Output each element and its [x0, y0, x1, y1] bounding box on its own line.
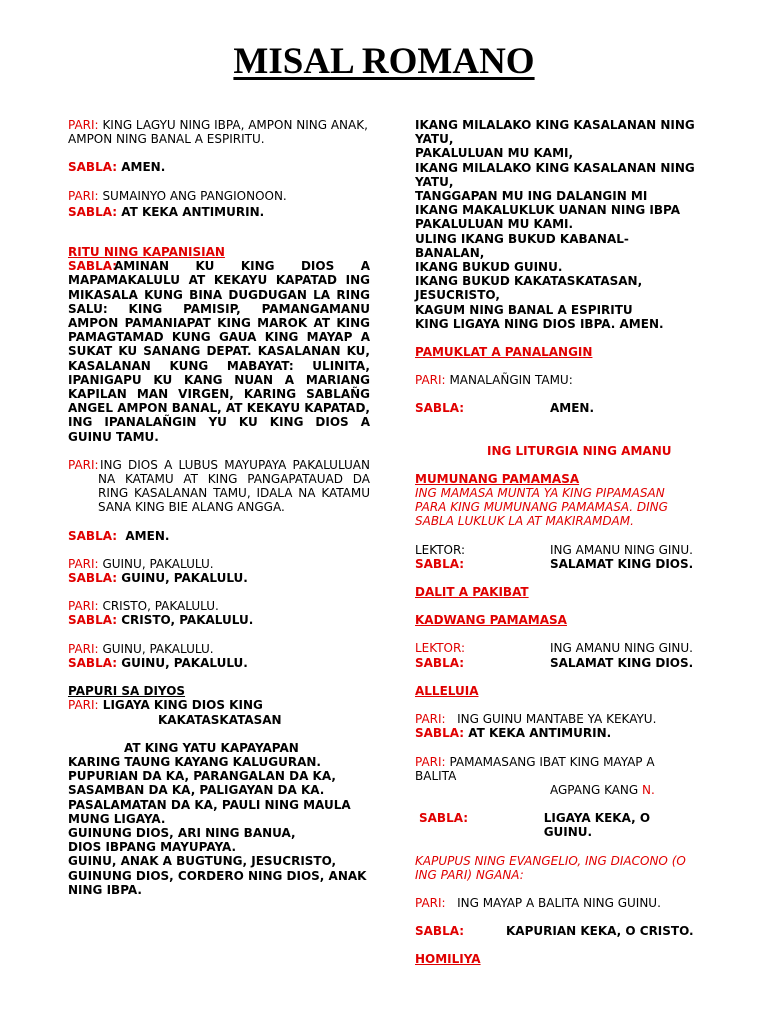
intro-text: KING LAGYU NING IBPA, AMPON NING ANAK, AMPON NING BANAL A ESPIRITU.: [68, 118, 368, 147]
kyrie2-sabla: SABLA: CRISTO, PAKALULU.: [68, 613, 254, 628]
intro-paragraph: [68, 118, 370, 146]
gloria-heading: PAPURI SA DIYOS: [68, 684, 186, 699]
document-title: MISAL ROMANO: [233, 41, 535, 82]
gloria-cont-3: TANGGAPAN MU ING DALANGIN MI: [415, 189, 648, 204]
gloria-body-5: DIOS IBPANG MAYUPAYA.: [68, 840, 237, 855]
kyrie3-sabla: SABLA: GUINU, PAKALULU.: [68, 655, 248, 670]
first-reading-heading: MUMUNANG PAMAMASA: [415, 471, 580, 486]
gospel-sabla-line: SABLA: LIGAYA KEKA, O GUINU.: [419, 811, 651, 840]
greeting-text: SUMAINYO ANG PANGIONOON.: [102, 188, 287, 203]
gloria-body-3: PASALAMATAN DA KA, PAULI NING MAULA MUNG LIGAYA.: [68, 797, 351, 826]
gloria-body-4: GUINUNG DIOS, ARI NING BANUA,: [68, 825, 296, 840]
gloria-body-1: PUPURIAN DA KA, PARANGALAN DA KA,: [68, 769, 336, 784]
gospel-end-sabla-line: SABLA: KAPURIAN KEKA, O CRISTO.: [415, 924, 694, 939]
gospel-pari-line: PARI: PAMAMASANG IBAT KING MAYAP A BALITA: [415, 754, 655, 783]
kyrie1-pari: PARI: GUINU, PAKALULU.: [68, 556, 214, 571]
alleluia-pari-line: PARI: ING GUINU MANTABE YA KEKAYU.: [415, 712, 657, 727]
alleluia-sabla-line: SABLA: AT KEKA ANTIMURIN.: [415, 726, 612, 741]
gloria-body-6: GUINU, ANAK A BUGTUNG, JESUCRISTO,: [68, 854, 337, 869]
gloria-body-7: GUINUNG DIOS, CORDERO NING DIOS, ANAK NING IBPA.: [68, 868, 367, 897]
absolution-text: ING DIOS A LUBUS MAYUPAYA PAKALULUAN NA KATAMU AT KING PANGAPATAUAD DA RING KASALANAN TAMU, IDALA NA KATAMU SANA KING BIE ALANG ANGGA.: [98, 457, 370, 515]
gloria-cont-6: ULING IKANG BUKUD KABANAL-BANALAN,: [415, 231, 629, 260]
lektor-line-2: LEKTOR: ING AMANU NING GINU.: [415, 641, 693, 656]
collect-pari-line: PARI: MANALAÑGIN TAMU:: [415, 373, 573, 388]
sabla-thanks-line-2: SABLA: SALAMAT KING DIOS.: [415, 655, 694, 670]
gloria-cont-9: KAGUM NING BANAL A ESPIRITU: [415, 302, 633, 317]
sabla-amen2-line: SABLA: AMEN.: [68, 528, 170, 543]
sabla-label: SABLA:: [68, 204, 118, 219]
gloria-line3: AT KING YATU KAPAYAPAN: [124, 740, 299, 755]
sabla-thanks-line: SABLA: SALAMAT KING DIOS.: [415, 556, 694, 571]
left-column: [68, 118, 370, 897]
gospel-pari-line2: AGPANG KANG N.: [550, 782, 655, 797]
gloria-body-2: SASAMBAN DA KA, PALIGAYAN DA KA.: [68, 783, 325, 798]
kyrie2-pari: PARI: CRISTO, PAKALULU.: [68, 599, 219, 614]
confiteor-text: AMINAN KU KING DIOS A MAPAMAKALULU AT KEKAYU KAPATAD ING MIKASALA KUNG BINA DUGDUGAN LA RING SALU: KING PAMISIP, PAMANGAMANU AMPON PAMANIAPAT KING MAROK AT KING PAMAGTAMAD KUNG GAUA KING MAYAP A SUKAT KU SANANG DEPAT. KASALANAN KU, KASALANAN KUNG MABAYAT: ULINITA, IPANIGAPU KU KANG NUAN A MARIANG KAPILAN MAN VIRGEN, KARING SABLAÑG ANGEL AMPON BANAL, AT KEKAYU KAPATAD, ING IPANALAÑGIN YU KU KING DIOS A GUINU TAMU.: [68, 259, 370, 444]
gloria-body-0: KARING TAUNG KAYANG KALUGURAN.: [68, 754, 321, 769]
gloria-cont-5: PAKALULUAN MU KAMI.: [415, 217, 574, 232]
pari-greeting-line: [68, 189, 370, 203]
first-reading-rubric: ING MAMASA MUNTA YA KING PIPAMASAN PARA KING MUMUNANG PAMAMASA. DING SABLA LUKLUK LA AT MAKIRAMDAM.: [415, 486, 668, 529]
gloria-cont-1: PAKALULUAN MU KAMI,: [415, 146, 574, 161]
sabla-label: SABLA:: [68, 259, 118, 274]
after-gospel-rubric: KAPUPUS NING EVANGELIO, ING DIACONO (O ING PARI) NGANA:: [415, 853, 686, 882]
sabla-amen-line: [68, 160, 370, 174]
kyrie1-sabla: SABLA: GUINU, PAKALULU.: [68, 571, 248, 586]
gloria-cont-4: IKANG MAKALUKLUK UANAN NING IBPA: [415, 203, 681, 218]
sabla-reply-line: [68, 205, 370, 219]
gloria-line2: KAKATASKATASAN: [158, 712, 282, 727]
gloria-cont-2: IKANG MILALAKO KING KASALANAN NING YATU,: [415, 160, 695, 189]
gloria-line1: PARI: LIGAYA KING DIOS KING: [68, 698, 263, 713]
collect-heading: PAMUKLAT A PANALANGIN: [415, 345, 593, 360]
confiteor-block: [68, 259, 370, 444]
ritu-heading: RITU NING KAPANISIAN: [68, 245, 225, 260]
alleluia-heading: ALLELUIA: [415, 683, 479, 698]
pari-label: PARI:: [68, 118, 99, 132]
absolution-block: [68, 458, 370, 515]
homily-heading: HOMILIYA: [415, 952, 481, 967]
sabla-label: SABLA:: [68, 160, 118, 175]
gloria-cont-8: IKANG BUKUD KAKATASKATASAN, JESUCRISTO,: [415, 274, 643, 303]
second-reading-heading: KADWANG PAMAMASA: [415, 613, 567, 628]
right-column: [415, 118, 695, 967]
gloria-cont-0: IKANG MILALAKO KING KASALANAN NING YATU,: [415, 118, 695, 147]
amen-text: AMEN.: [121, 160, 166, 175]
collect-amen-line: SABLA: AMEN.: [415, 401, 595, 416]
pari-label: PARI:: [68, 457, 99, 472]
kyrie3-pari: PARI: GUINU, PAKALULU.: [68, 641, 214, 656]
liturgy-heading: ING LITURGIA NING AMANU: [487, 443, 672, 458]
lektor-line: LEKTOR: ING AMANU NING GINU.: [415, 542, 693, 557]
gloria-cont-10: KING LIGAYA NING DIOS IBPA. AMEN.: [415, 316, 664, 331]
psalm-heading: DALIT A PAKIBAT: [415, 585, 529, 600]
gospel-end-pari-line: PARI: ING MAYAP A BALITA NING GUINU.: [415, 895, 661, 910]
pari-label: PARI:: [68, 188, 99, 203]
gloria-cont-7: IKANG BUKUD GUINU.: [415, 260, 563, 275]
reply-text: AT KEKA ANTIMURIN.: [121, 204, 265, 219]
